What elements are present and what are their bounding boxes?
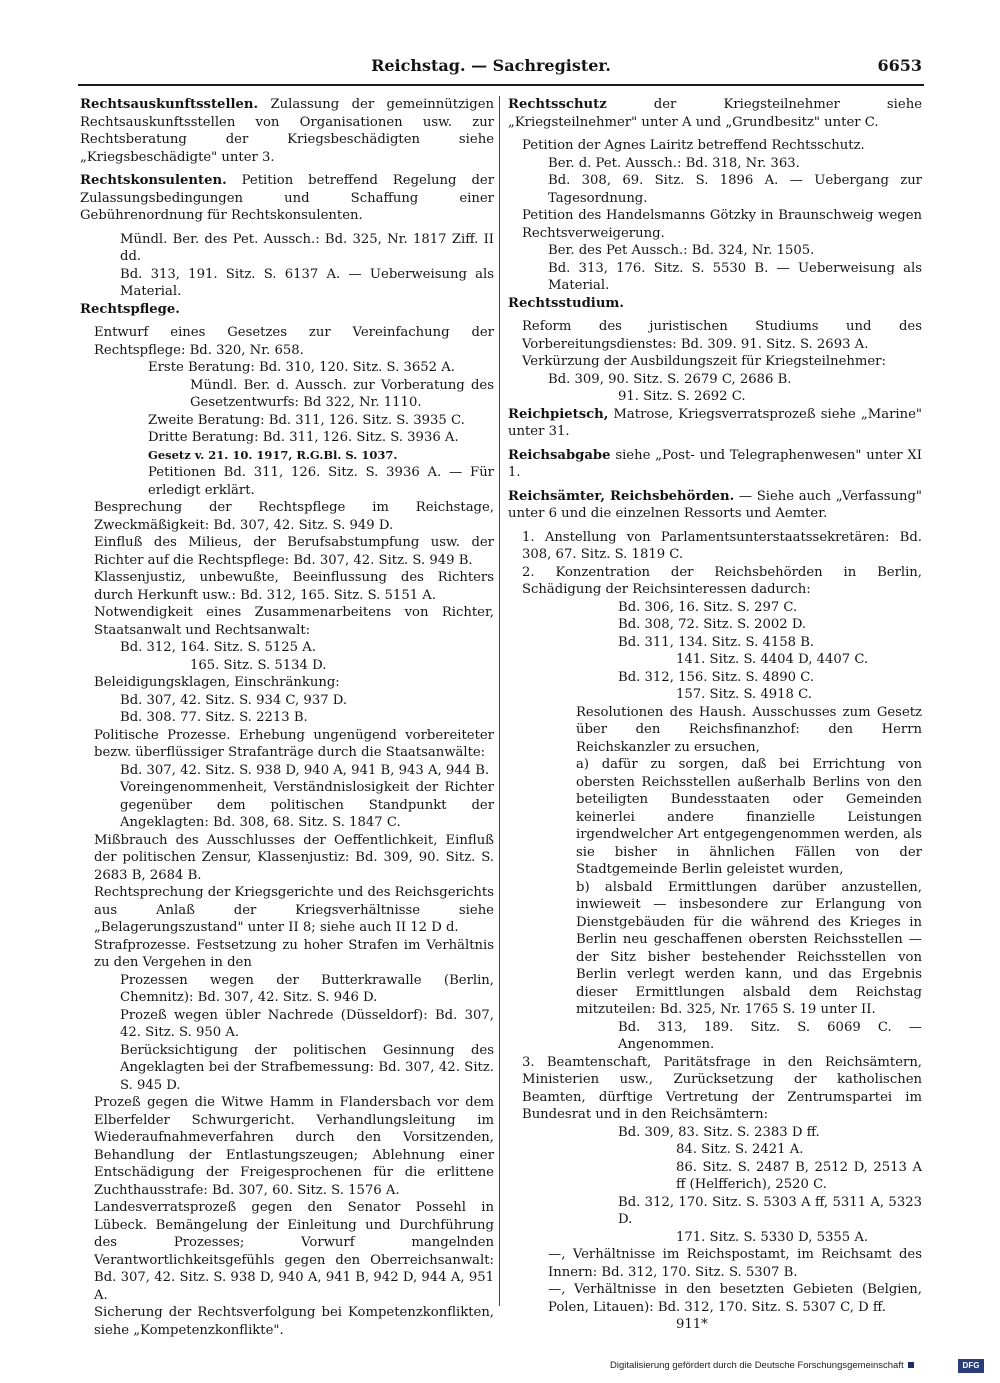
index-subentry: Bd. 308, 69. Sitz. S. 1896 A. — Uebergang zur Tagesordnung.: [548, 173, 922, 206]
index-subentry: Mündl. Ber. des Pet. Aussch.: Bd. 325, Nr. 1817 Ziff. II dd.: [120, 231, 494, 264]
entry-text: siehe „Post- und Telegraphenwesen" unter XI 1.: [508, 447, 922, 480]
index-subentry: —, Verhältnisse in den besetzten Gebieten (Belgien, Polen, Litauen): Bd. 312, 170. Sitz. S. 5307 C, D ff.: [548, 1282, 922, 1315]
index-entry: [80, 96, 494, 166]
index-subentry: Berücksichtigung der politischen Gesinnung des Angeklagten bei der Strafbemessung: Bd. 307, 42. Sitz. S. 945 D.: [120, 1042, 494, 1093]
index-subentry: Sicherung der Rechtsverfolgung bei Kompetenzkonflikten, siehe „Kompetenzkonflikte".: [94, 1305, 494, 1338]
index-subentry: Landesverratsprozeß gegen den Senator Possehl in Lübeck. Bemängelung der Einleitung und Durchführung des Prozesses; Vorwurf mangelnden Verantwortlichkeitsgefühls gegen den Oberreichsanwalt: Bd. 307, 42. Sitz. S. 938 D, 940 A, 941 B, 942 D, 944 A, 951 A.: [94, 1200, 494, 1303]
index-subentry: Besprechung der Rechtspflege im Reichstage, Zweckmäßigkeit: Bd. 307, 42. Sitz. S. 949 D.: [94, 500, 494, 533]
index-subentry: Politische Prozesse. Erhebung ungenügend vorbereiteter bezw. überflüssiger Strafanträge durch die Staatsanwälte:: [94, 727, 494, 760]
index-subentry: Bd. 313, 176. Sitz. S. 5530 B. — Ueberweisung als Material.: [548, 260, 922, 293]
index-entry: [508, 295, 922, 313]
index-subentry: —, Verhältnisse im Reichspostamt, im Reichsamt des Innern: Bd. 312, 170. Sitz. S. 5307 B.: [548, 1247, 922, 1280]
index-subentry: 84. Sitz. S. 2421 A.: [676, 1142, 804, 1157]
entry-text: Zulassung der gemeinnützigen Rechtsauskunftsstellen von Organisationen usw. zur Rechtsberatung der Kriegsbeschädigten siehe „Kriegsbeschädigte" unter 3.: [80, 97, 494, 165]
index-subentry: Bd. 309, 83. Sitz. S. 2383 D ff.: [618, 1124, 820, 1140]
index-subentry: Erste Beratung: Bd. 310, 120. Sitz. S. 3652 A.: [148, 360, 455, 375]
index-subentry: Bd. 308, 72. Sitz. S. 2002 D.: [618, 617, 807, 632]
index-subentry: Bd. 311, 134. Sitz. S. 4158 B.: [618, 634, 815, 650]
index-subentry: 91. Sitz. S. 2692 C.: [618, 389, 746, 404]
index-entry: [508, 96, 922, 131]
entry-text: der Kriegsteilnehmer siehe „Kriegsteilnehmer" unter A und „Grundbesitz" unter C.: [508, 97, 922, 130]
index-subentry: Bd. 312, 170. Sitz. S. 5303 A ff, 5311 A, 5323 D.: [618, 1194, 922, 1227]
entry-keyword: Rechtspflege.: [80, 301, 180, 317]
index-subentry: Notwendigkeit eines Zusammenarbeitens von Richter, Staatsanwalt und Rechtsanwalt:: [94, 605, 494, 638]
index-subentry: Entwurf eines Gesetzes zur Vereinfachung der Rechtspflege: Bd. 320, Nr. 658.: [94, 325, 494, 358]
index-subentry: Zweite Beratung: Bd. 311, 126. Sitz. S. 3935 C.: [148, 412, 465, 428]
column-divider: [499, 96, 500, 1306]
index-subentry: 1. Anstellung von Parlamentsunterstaatssekretären: Bd. 308, 67. Sitz. S. 1819 C.: [522, 529, 922, 562]
entry-keyword: Rechtskonsulenten.: [80, 173, 227, 188]
index-subentry: Bd. 313, 191. Sitz. S. 6137 A. — Ueberweisung als Material.: [120, 266, 494, 299]
index-subentry: 157. Sitz. S. 4918 C.: [676, 687, 812, 702]
entry-text: Matrose, Kriegsverratsprozeß siehe „Marine" unter 31.: [508, 406, 922, 439]
page-header: [60, 56, 922, 80]
index-entry: [80, 172, 494, 225]
index-subentry: Petition des Handelsmanns Götzky in Braunschweig wegen Rechtsverweigerung.: [522, 208, 922, 241]
index-subentry: Bd. 306, 16. Sitz. S. 297 C.: [618, 599, 798, 615]
index-subentry: Beleidigungsklagen, Einschränkung:: [94, 675, 340, 690]
index-subentry: a) dafür zu sorgen, daß bei Errichtung von obersten Reichsstellen außerhalb Berlins von den beteiligten Bundesstaaten oder Gemeinden keinerlei andere finanzielle Leistungen irgendwelcher Art entgegengenommen werden, als sie bisher in ähnlichen Fällen von der Stadtgemeinde Berlin geleistet wurden,: [576, 757, 922, 877]
index-entry: [508, 488, 922, 523]
index-subentry: 165. Sitz. S. 5134 D.: [190, 657, 327, 673]
index-subentry: Bd. 312, 156. Sitz. S. 4890 C.: [618, 669, 815, 685]
index-subentry: 86. Sitz. S. 2487 B, 2512 D, 2513 A ff (Helfferich), 2520 C.: [676, 1159, 922, 1192]
index-subentry: 171. Sitz. S. 5330 D, 5355 A.: [676, 1229, 869, 1245]
index-subentry: Ber. des Pet Aussch.: Bd. 324, Nr. 1505.: [548, 243, 815, 258]
entry-text: Petition betreffend Regelung der Zulassungsbedingungen und Schaffung einer Gebührenordnung für Rechtskonsulenten.: [80, 173, 494, 223]
index-subentry: Ber. d. Pet. Aussch.: Bd. 318, Nr. 363.: [548, 155, 800, 171]
entry-keyword: Rechtsauskunftsstellen.: [80, 97, 259, 112]
entry-keyword: Rechtsstudium.: [508, 295, 624, 311]
header-rule: [78, 84, 924, 86]
index-subentry: 2. Konzentration der Reichsbehörden in Berlin, Schädigung der Reichsinteressen dadurch:: [522, 564, 922, 597]
index-subentry: Mündl. Ber. d. Aussch. zur Vorberatung des Gesetzentwurfs: Bd 322, Nr. 1110.: [190, 377, 494, 410]
index-subentry: Petitionen Bd. 311, 126. Sitz. S. 3936 A. — Für erledigt erklärt.: [148, 465, 494, 498]
page-number: 6653: [877, 56, 922, 75]
index-subentry: Mißbrauch des Ausschlusses der Oeffentlichkeit, Einfluß der politischen Zensur, Klassenjustiz: Bd. 309, 90. Sitz. S. 2683 B, 2684 B.: [94, 832, 494, 883]
right-column: [508, 96, 922, 1334]
entry-keyword: Rechtsschutz: [508, 97, 607, 112]
index-subentry: Gesetz v. 21. 10. 1917, R.G.Bl. S. 1037.: [148, 447, 398, 462]
index-subentry: Resolutionen des Haush. Ausschusses zum Gesetz über den Reichsfinanzhof: den Herrn Reichskanzler zu ersuchen,: [576, 704, 922, 755]
index-subentry: Prozessen wegen der Butterkrawalle (Berlin, Chemnitz): Bd. 307, 42. Sitz. S. 946 D.: [120, 972, 494, 1005]
footer-text: Digitalisierung gefördert durch die Deutsche Forschungsgemeinschaft: [610, 1360, 904, 1371]
index-subentry: Reform des juristischen Studiums und des Vorbereitungsdienstes: Bd. 309. 91. Sitz. S. 2693 A.: [522, 319, 922, 352]
footer-credit: [610, 1360, 914, 1371]
index-subentry: Strafprozesse. Festsetzung zu hoher Strafen im Verhältnis zu den Vergehen in den: [94, 937, 494, 970]
left-column: [80, 96, 494, 1339]
entry-text: — Siehe auch „Verfassung" unter 6 und die einzelnen Ressorts und Aemter.: [508, 488, 922, 521]
entry-keyword: Reichsämter, Reichsbehörden.: [508, 488, 735, 504]
running-title: Reichstag. — Sachregister.: [371, 56, 611, 75]
index-subentry: Klassenjustiz, unbewußte, Beeinflussung des Richters durch Herkunft usw.: Bd. 312, 165. Sitz. S. 5151 A.: [94, 570, 494, 603]
index-subentry: Bd. 312, 164. Sitz. S. 5125 A.: [120, 640, 316, 655]
index-subentry: Dritte Beratung: Bd. 311, 126. Sitz. S. 3936 A.: [148, 430, 459, 445]
dfg-logo: DFG: [958, 1359, 984, 1373]
index-subentry: Verkürzung der Ausbildungszeit für Kriegsteilnehmer:: [522, 354, 886, 369]
index-subentry: Einfluß des Milieus, der Berufsabstumpfung usw. der Richter auf die Rechtspflege: Bd. 307, 42. Sitz. S. 949 B.: [94, 535, 494, 568]
index-subentry: Rechtsprechung der Kriegsgerichte und des Reichsgerichts aus Anlaß der Kriegsverhältnisse siehe „Belagerungszustand" unter II 8; siehe auch II 12 D d.: [94, 885, 494, 935]
index-entry: [80, 301, 494, 319]
footer-bullet-icon: [908, 1362, 914, 1368]
index-subentry: Bd. 309, 90. Sitz. S. 2679 C, 2686 B.: [548, 371, 792, 387]
index-subentry: Petition der Agnes Lairitz betreffend Rechtsschutz.: [522, 138, 865, 153]
index-subentry: 3. Beamtenschaft, Paritätsfrage in den Reichsämtern, Ministerien usw., Zurücksetzung der katholischen Beamten, dürftige Vertretung der Zentrumspartei im Bundesrat und in den Reichsämtern:: [522, 1054, 922, 1122]
index-subentry: Voreingenommenheit, Verständnislosigkeit der Richter gegenüber dem politischen Standpunkt der Angeklagten: Bd. 308, 68. Sitz. S. 1847 C.: [120, 780, 494, 830]
index-subentry: 911*: [676, 1317, 708, 1332]
index-entry: [508, 406, 922, 441]
index-subentry: Bd. 308. 77. Sitz. S. 2213 B.: [120, 710, 308, 725]
index-subentry: b) alsbald Ermittlungen darüber anzustellen, inwieweit — insbesondere zur Erlangung von Dienstgebäuden für die während des Krieges in Berlin neu geschaffenen obersten Reichsstellen — der Sitz bisher bestehender Reichsstellen von Berlin verlegt werden kann, und das Ergebnis dieser Ermittlungen alsbald dem Reichstag mitzuteilen: Bd. 325, Nr. 1765 S. 19 unter II.: [576, 879, 922, 1017]
entry-keyword: Reichpietsch,: [508, 406, 609, 422]
entry-keyword: Reichsabgabe: [508, 447, 611, 463]
index-subentry: Prozeß gegen die Witwe Hamm in Flandersbach vor dem Elberfelder Schwurgericht. Verhandlungsleitung im Wiederaufnahmeverfahren durch den Vorsitzenden, Behandlung der Entlastungszeugen; Ablehnung einer Entschädigung der Freigesprochenen für die erlittene Zuchthausstrafe: Bd. 307, 60. Sitz. S. 1576 A.: [94, 1095, 494, 1198]
index-subentry: Bd. 313, 189. Sitz. S. 6069 C. — Angenommen.: [618, 1019, 922, 1052]
index-subentry: 141. Sitz. S. 4404 D, 4407 C.: [676, 652, 869, 667]
index-subentry: Bd. 307, 42. Sitz. S. 938 D, 940 A, 941 B, 943 A, 944 B.: [120, 762, 490, 778]
index-entry: [508, 447, 922, 482]
index-subentry: Bd. 307, 42. Sitz. S. 934 C, 937 D.: [120, 692, 348, 708]
index-subentry: Prozeß wegen übler Nachrede (Düsseldorf): Bd. 307, 42. Sitz. S. 950 A.: [120, 1007, 494, 1040]
